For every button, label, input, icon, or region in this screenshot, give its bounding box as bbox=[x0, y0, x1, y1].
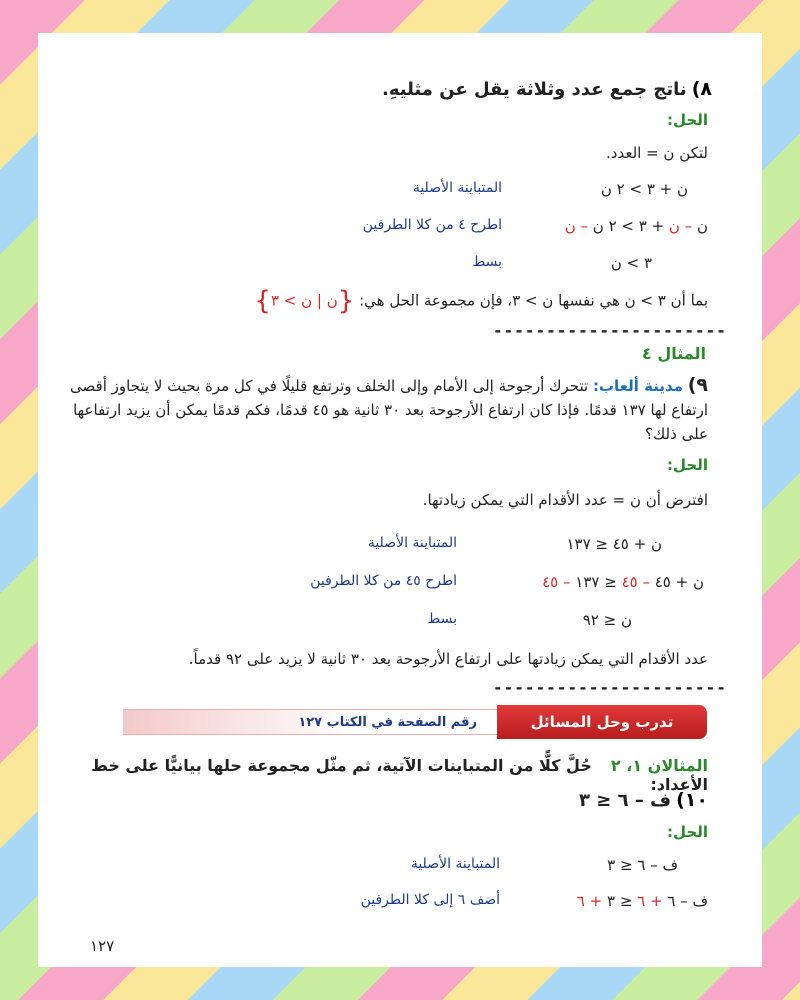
topic-tag: مدينة ألعاب: bbox=[592, 377, 683, 395]
step-3-description: بسط bbox=[472, 254, 502, 270]
step-2-description: اطرح ٤٥ من كلا الطرفين bbox=[310, 573, 457, 589]
step-1-description: المتباينة الأصلية bbox=[367, 535, 457, 551]
let-statement: افترض أن ن = عدد الأقدام التي يمكن زيادتها. bbox=[422, 491, 708, 509]
step-2-description: أضف ٦ إلى كلا الطرفين bbox=[360, 892, 500, 908]
step-3-description: بسط bbox=[427, 611, 457, 627]
solution-label: الحل: bbox=[667, 111, 708, 129]
instruction-text: حُلَّ كلًّا من المتباينات الآتية، ثم مثّل مجموعة حلها بيانيًّا على خط الأعداد: bbox=[91, 756, 708, 794]
solution-label: الحل: bbox=[667, 456, 708, 474]
step-1-expression: ن + ٤٥ ≤ ١٣٧ bbox=[566, 535, 662, 553]
section-band bbox=[123, 705, 707, 739]
solution-set: ن | ن > ٣ bbox=[270, 291, 338, 310]
question-10 bbox=[579, 789, 708, 811]
step-1-expression: ف – ٦ ≤ ٣ bbox=[607, 856, 678, 874]
step-1-expression: ن + ٣ > ٢ ن bbox=[600, 180, 688, 198]
section-title: تدرب وحل المسائل bbox=[497, 705, 707, 739]
question-8 bbox=[382, 78, 712, 100]
question-expression: ف – ٦ ≤ ٣ bbox=[578, 790, 672, 811]
question-9 bbox=[58, 373, 708, 446]
step-2-description: اطرح ٤ من كلا الطرفين bbox=[362, 217, 502, 233]
question-number: ٩) bbox=[687, 374, 708, 396]
example-title: المثال ٤ bbox=[642, 344, 706, 363]
step-2-expression: ف – ٦ + ٦ ≤ ٣ + ٦ bbox=[576, 892, 708, 910]
conclusion: عدد الأقدام التي يمكن زيادتها على ارتفاع الأرجوحة بعد ٣٠ ثانية لا يزيد على ٩٢ قدماً. bbox=[188, 650, 708, 668]
question-text: ناتج جمع عدد وثلاثة يقل عن مثليهِ. bbox=[381, 79, 687, 100]
step-3-expression: ن ≤ ٩٢ bbox=[582, 611, 632, 629]
solution-label: الحل: bbox=[667, 823, 708, 841]
step-2-expression: ن + ٤٥ – ٤٥ ≤ ١٣٧ – ٤٥ bbox=[542, 573, 704, 591]
textbook-page-ref: رقم الصفحة في الكتاب ١٢٧ bbox=[123, 709, 507, 735]
page-number: ١٢٧ bbox=[90, 937, 115, 955]
divider: ---------------------- bbox=[493, 321, 727, 340]
divider: ---------------------- bbox=[493, 678, 727, 697]
step-1-description: المتباينة الأصلية bbox=[412, 180, 502, 196]
question-number: ٨) bbox=[691, 78, 712, 100]
let-statement: لتكن ن = العدد. bbox=[606, 144, 708, 162]
step-1-description: المتباينة الأصلية bbox=[410, 856, 500, 872]
step-3-expression: ٣ > ن bbox=[610, 254, 652, 272]
examples-label: المثالان ١، ٢ bbox=[610, 756, 708, 775]
question-text: تتحرك أرجوحة إلى الأمام وإلى الخلف وترتفع قليلًا في كل مرة بحيث لا يتجاوز أقصى ارتفاع لها ١٣٧ قدمًا. فإذا كان ارتفاع الأرجوحة بعد ٣٠ ثانية هو ٤٥ قدمًا، فكم قدمًا يمكن أن يزيد ارتفاعها على ذلك؟ bbox=[70, 377, 708, 443]
worksheet-page bbox=[38, 33, 762, 967]
conclusion: بما أن ٣ > ن هي نفسها ن > ٣، فإن مجموعة الحل هي: {ن | ن > ٣} bbox=[254, 286, 708, 316]
step-2-expression: ن – ن + ٣ > ٢ ن – ن bbox=[564, 217, 708, 235]
question-number: ١٠) bbox=[676, 789, 708, 811]
